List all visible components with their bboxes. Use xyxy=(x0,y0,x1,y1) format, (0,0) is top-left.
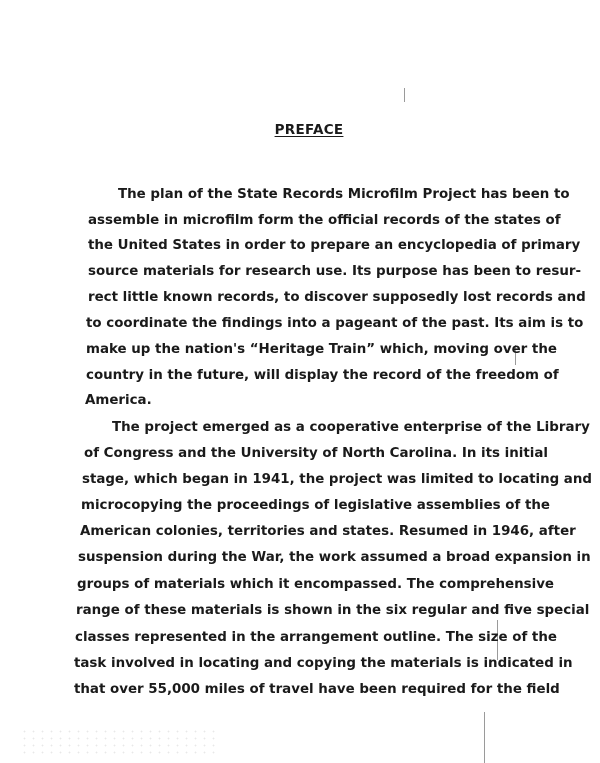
text-line: classes represented in the arrangement outline. The size of the xyxy=(75,630,557,645)
text-line: The project emerged as a cooperative enterprise of the Library xyxy=(112,420,590,435)
text-line: of Congress and the University of North Carolina. In its initial xyxy=(84,446,548,461)
text-line: groups of materials which it encompassed. The comprehensive xyxy=(77,577,555,592)
scan-mark xyxy=(404,88,405,102)
page-title: PREFACE xyxy=(274,122,344,138)
text-line: to coordinate the findings into a pageant of the past. Its aim is to xyxy=(86,316,584,331)
scan-speckle xyxy=(20,728,220,758)
text-line: America. xyxy=(85,393,152,408)
text-line: American colonies, territories and states. Resumed in 1946, after xyxy=(80,524,576,539)
text-line: assemble in microfilm form the official records of the states of xyxy=(88,213,561,228)
text-line: stage, which began in 1941, the project was limited to locating and xyxy=(82,472,592,487)
text-line: The plan of the State Records Microfilm Project has been to xyxy=(118,187,570,202)
text-line: microcopying the proceedings of legislative assemblies of the xyxy=(81,498,550,513)
text-line: task involved in locating and copying the materials is indicated in xyxy=(74,656,573,671)
text-line: make up the nation's “Heritage Train” which, moving over the xyxy=(86,342,557,357)
scan-mark xyxy=(484,712,485,763)
text-line: that over 55,000 miles of travel have been required for the field xyxy=(74,682,560,697)
text-line: suspension during the War, the work assumed a broad expansion in xyxy=(78,550,591,565)
text-line: source materials for research use. Its purpose has been to resur- xyxy=(88,264,582,279)
text-line: the United States in order to prepare an encyclopedia of primary xyxy=(88,238,581,253)
text-line: country in the future, will display the record of the freedom of xyxy=(86,368,559,383)
text-line: range of these materials is shown in the six regular and five special xyxy=(76,603,590,618)
text-line: rect little known records, to discover supposedly lost records and xyxy=(88,290,586,305)
